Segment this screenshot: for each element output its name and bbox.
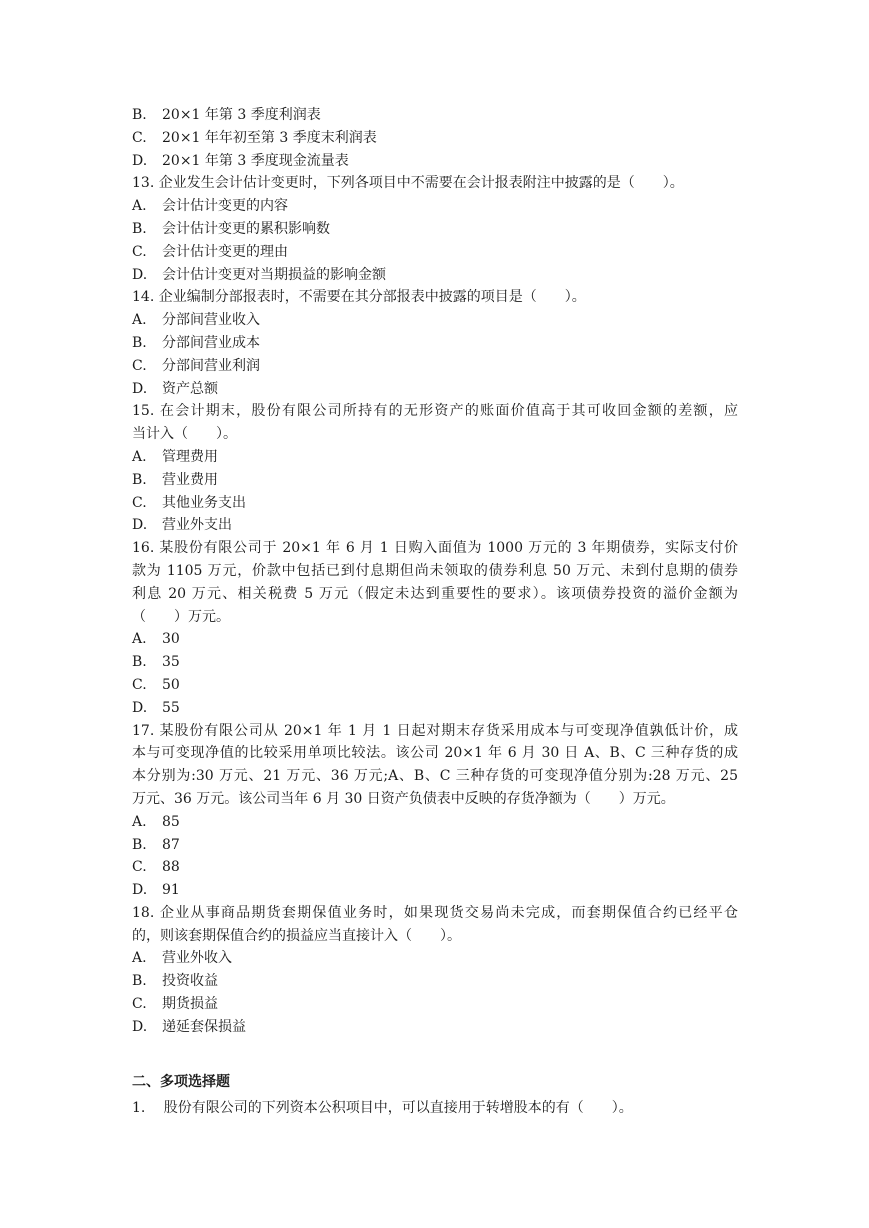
question-stem-line: 16. 某股份有限公司于 20×1 年 6 月 1 日购入面值为 1000 万元的 3 年期债券，实际支付价 — [132, 540, 738, 557]
option-letter: B. — [132, 836, 147, 853]
question-stem-line: 本与可变现净值的比较采用单项比较法。该公司 20×1 年 6 月 30 日 A、B、C 三种存货的成 — [132, 745, 738, 762]
option-text: 85 — [162, 813, 180, 830]
option-text: 88 — [162, 859, 180, 876]
previous-question-options — [132, 104, 738, 172]
answer-option — [132, 811, 738, 834]
option-letter: A. — [132, 312, 147, 329]
question-stem-line: 利息 20 万元、相关税费 5 万元（假定未达到重要性的要求）。该项债券投资的溢价金额为 — [132, 585, 738, 602]
answer-option — [132, 218, 738, 241]
option-letter: B. — [132, 973, 147, 990]
answer-option — [132, 355, 738, 378]
question-stem-line: （ ）万元。 — [132, 608, 230, 625]
question-stem-line: 的，则该套期保值合约的损益应当直接计入（ ）。 — [132, 927, 461, 944]
question-block — [132, 902, 738, 1039]
option-text: 分部间营业利润 — [162, 357, 260, 374]
option-letter: D. — [132, 152, 148, 169]
answer-option — [132, 104, 738, 127]
answer-option — [132, 628, 738, 651]
option-letter: C. — [132, 129, 147, 146]
answer-option — [132, 127, 738, 150]
answer-option — [132, 947, 738, 970]
option-text: 35 — [162, 654, 180, 671]
option-letter: C. — [132, 243, 147, 260]
question-stem-line: 当计入（ ）。 — [132, 426, 237, 443]
option-text: 其他业务支出 — [162, 494, 246, 511]
section-heading: 二、多项选择题 — [132, 1073, 230, 1090]
option-text: 会计估计变更的累积影响数 — [162, 220, 330, 237]
exam-content — [132, 104, 738, 1120]
answer-option — [132, 970, 738, 993]
answer-option — [132, 150, 738, 173]
option-letter: A. — [132, 631, 147, 648]
question-stem-line: 15. 在会计期末，股份有限公司所持有的无形资产的账面价值高于其可收回金额的差额，应 — [132, 403, 738, 420]
option-text: 投资收益 — [162, 973, 218, 990]
answer-option — [132, 446, 738, 469]
answer-option — [132, 697, 738, 720]
option-text: 会计估计变更对当期损益的影响金额 — [162, 266, 386, 283]
answer-option — [132, 674, 738, 697]
option-letter: D. — [132, 380, 148, 397]
option-text: 20×1 年第 3 季度现金流量表 — [162, 152, 349, 169]
option-letter: B. — [132, 107, 147, 123]
option-text: 分部间营业成本 — [162, 334, 260, 351]
option-letter: B. — [132, 220, 147, 237]
answer-option — [132, 241, 738, 264]
option-text: 20×1 年第 3 季度利润表 — [162, 107, 321, 123]
option-text: 营业外收入 — [162, 950, 232, 967]
option-letter: B. — [132, 471, 147, 488]
option-letter: A. — [132, 198, 147, 215]
answer-option — [132, 856, 738, 879]
option-text: 营业外支出 — [162, 517, 232, 534]
option-letter: A. — [132, 448, 147, 465]
option-letter: C. — [132, 494, 147, 511]
answer-option — [132, 514, 738, 537]
next-question-stem: 1. 股份有限公司的下列资本公积项目中，可以直接用于转增股本的有（ ）。 — [132, 1100, 633, 1117]
question-stem-line: 13. 企业发生会计估计变更时，下列各项目中不需要在会计报表附注中披露的是（ ）。 — [132, 175, 684, 192]
option-letter: A. — [132, 813, 147, 830]
option-letter: C. — [132, 357, 147, 374]
option-text: 30 — [162, 631, 180, 648]
option-letter: A. — [132, 950, 147, 967]
question-stem-line: 17. 某股份有限公司从 20×1 年 1 月 1 日起对期末存货采用成本与可变现净值孰低计价，成 — [132, 722, 738, 739]
option-letter: C. — [132, 996, 147, 1013]
option-text: 期货损益 — [162, 996, 218, 1013]
option-text: 50 — [162, 676, 180, 693]
answer-option — [132, 993, 738, 1016]
option-text: 20×1 年年初至第 3 季度末利润表 — [162, 129, 377, 146]
question-list — [132, 172, 738, 1038]
option-letter: C. — [132, 676, 147, 693]
option-letter: D. — [132, 266, 148, 283]
question-block — [132, 400, 738, 537]
answer-option — [132, 879, 738, 902]
answer-option — [132, 1016, 738, 1039]
option-text: 91 — [162, 882, 180, 899]
option-text: 管理费用 — [162, 448, 218, 465]
option-letter: D. — [132, 517, 148, 534]
option-text: 营业费用 — [162, 471, 218, 488]
option-text: 55 — [162, 699, 180, 716]
question-stem-line: 18. 企业从事商品期货套期保值业务时，如果现货交易尚未完成，而套期保值合约已经平仓 — [132, 904, 738, 921]
answer-option — [132, 332, 738, 355]
option-letter: C. — [132, 859, 147, 876]
answer-option — [132, 651, 738, 674]
answer-option — [132, 264, 738, 287]
option-letter: D. — [132, 699, 148, 716]
question-stem-line: 万元、36 万元。该公司当年 6 月 30 日资产负债表中反映的存货净额为（ ）万元。 — [132, 790, 675, 807]
section-gap — [132, 1039, 738, 1071]
question-block — [132, 537, 738, 719]
answer-option — [132, 378, 738, 401]
option-letter: D. — [132, 1018, 148, 1035]
answer-option — [132, 492, 738, 515]
option-text: 分部间营业收入 — [162, 312, 260, 329]
question-block — [132, 720, 738, 902]
question-stem-line: 14. 企业编制分部报表时，不需要在其分部报表中披露的项目是（ ）。 — [132, 289, 586, 306]
option-letter: B. — [132, 654, 147, 671]
option-text: 会计估计变更的内容 — [162, 198, 288, 215]
answer-option — [132, 309, 738, 332]
question-stem-line: 本分别为:30 万元、21 万元、36 万元;A、B、C 三种存货的可变现净值分别为:28 万元、25 — [132, 768, 738, 785]
answer-option — [132, 469, 738, 492]
option-text: 资产总额 — [162, 380, 218, 397]
answer-option — [132, 834, 738, 857]
question-block — [132, 286, 738, 400]
question-block — [132, 172, 738, 286]
option-text: 会计估计变更的理由 — [162, 243, 288, 260]
option-text: 87 — [162, 836, 180, 853]
option-letter: B. — [132, 334, 147, 351]
question-stem-line: 款为 1105 万元，价款中包括已到付息期但尚未领取的债券利息 50 万元、未到付息期的债券 — [132, 562, 738, 579]
option-text: 递延套保损益 — [162, 1018, 246, 1035]
answer-option — [132, 195, 738, 218]
option-letter: D. — [132, 882, 148, 899]
